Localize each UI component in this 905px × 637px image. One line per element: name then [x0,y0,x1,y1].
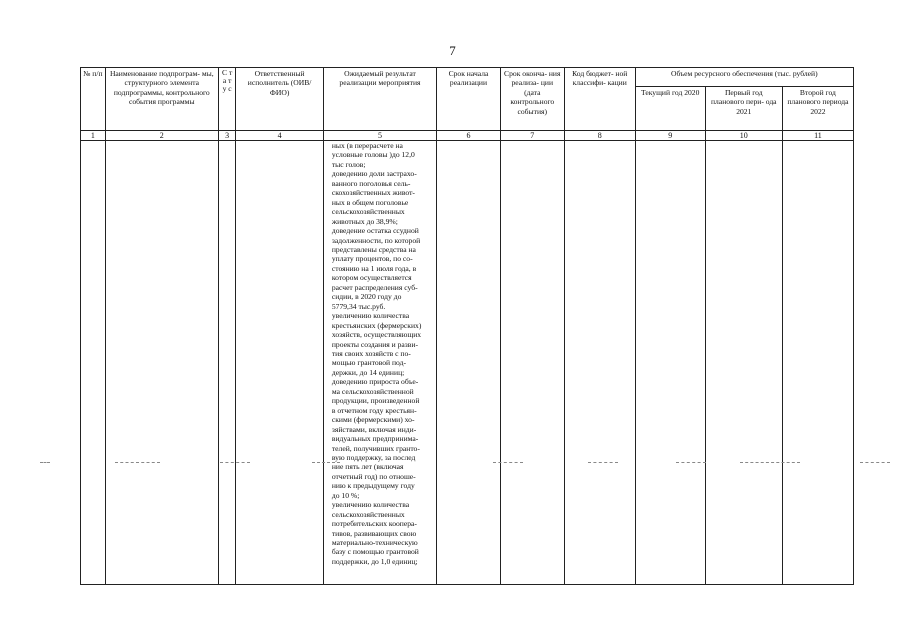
header-executor: Ответственный исполнитель (ОИВ/ФИО) [236,68,323,131]
table-row [81,141,854,585]
col-number: 6 [437,131,501,141]
fold-mark [676,462,706,463]
col-number: 3 [218,131,235,141]
cell-budget-code [564,141,635,585]
header-plan-year-1: Первый год планового пери- ода 2021 [705,87,782,131]
header-plan-year-2: Второй год планового периода 2022 [782,87,853,131]
cell-executor [236,141,323,585]
header-start: Срок начала реализации [437,68,501,131]
header-result: Ожидаемый результат реализации мероприятия [323,68,436,131]
col-number: 10 [705,131,782,141]
cell-end [500,141,564,585]
fold-mark [115,462,160,463]
fold-mark [740,462,800,463]
cell-current-year [635,141,705,585]
col-number: 11 [782,131,853,141]
cell-result: ных (в перерасчете на условные головы )до 12,0 тыс голов; доведению доли застрахо- ванного поголовья сель- скохозяйственных живот- ных в общем поголовье сельскохозяйственных животных до 38,9%; доведение остатка ссудной задолженности, по которой представлены средства на уплату процентов, по со- стоянию на 1 июля года, в котором осуществляется расчет распределения суб- сидии, в 2020 году до 5779,34 тыс.руб. увеличению количества крестьянских (фермерских) хозяйств, осуществляющих проекты создания и разви- тия своих хозяйств с по- мощью грантовой под- держки, до 14 единиц; доведению прироста объе- ма сельскохозяйственной продукции, произведенной в отчетном году крестьян- скими (фермерскими) хо- зяйствами, включая инди- видуальных предпринима- телей, получивших гранто- вую поддержку, за послед ние пять лет (включая отчетный год) по отноше- нию к предыдущему году до 10 %; увеличению количества сельскохозяйственных потребительских коопера- тивов, развивающих свою материально-техническую базу с помощью грантовой поддержки, до 1,0 единиц; [323,141,436,585]
fold-mark [312,462,340,463]
header-num: № п/п [81,68,106,131]
col-number: 2 [105,131,218,141]
program-table [80,67,854,585]
cell-plan-year-2 [782,141,853,585]
col-number: 7 [500,131,564,141]
cell-name [105,141,218,585]
header-status: С т а т у с [218,68,235,131]
header-name: Наименование подпрограм- мы, структурного элемента подпрограммы, контрольного события программы [105,68,218,131]
header-current-year: Текущий год 2020 [635,87,705,131]
cell-plan-year-1 [705,141,782,585]
header-end: Срок оконча- ния реализа- ции (дата контрольного события) [500,68,564,131]
col-number: 9 [635,131,705,141]
col-number: 8 [564,131,635,141]
fold-mark [860,462,890,463]
cell-start [437,141,501,585]
cell-num [81,141,106,585]
header-budget-code: Код бюджет- ной классифи- кации [564,68,635,131]
page-number: 7 [449,43,456,58]
col-number: 1 [81,131,106,141]
fold-mark [40,462,50,463]
header-funding: Объем ресурсного обеспечения (тыс. рублей) [635,68,853,87]
cell-status [218,141,235,585]
fold-mark [588,462,618,463]
fold-mark [220,462,250,463]
col-number: 5 [323,131,436,141]
col-number: 4 [236,131,323,141]
fold-mark [493,462,523,463]
